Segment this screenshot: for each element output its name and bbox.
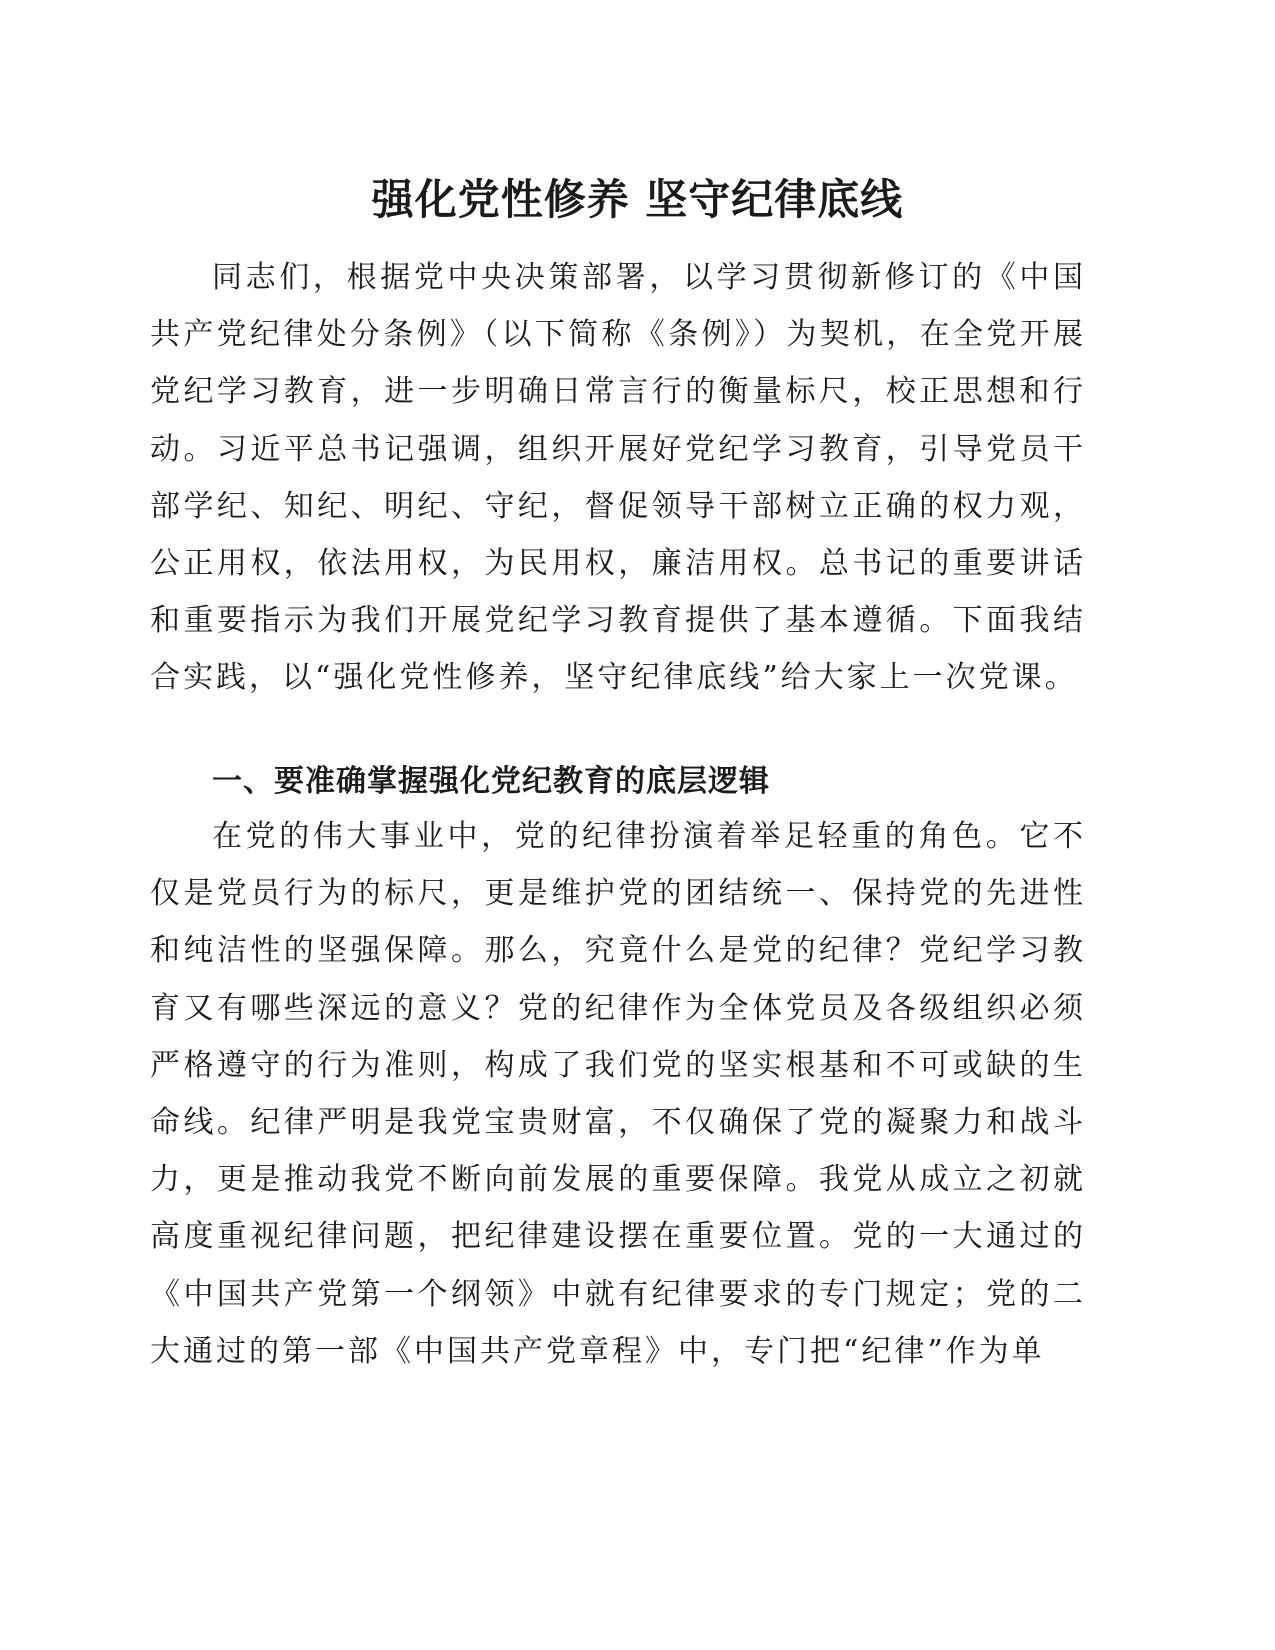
section-heading: 一、要准确掌握强化党纪教育的底层逻辑 — [212, 764, 770, 799]
section-paragraph: 在党的伟大事业中，党的纪律扮演着举足轻重的角色。它不仅是党员行为的标尺，更是维护党的团结统一、保持党的先进性和纯洁性的坚强保障。那么，究竟什么是党的纪律？党纪学习教育又有哪些深远的意义？党的纪律作为全体党员及各级组织必须严格遵守的行为准则，构成了我们党的坚实根基和不可或缺的生命线。纪律严明是我党宝贵财富，不仅确保了党的凝聚力和战斗力，更是推动我党不断向前发展的重要保障。我党从成立之初就高度重视纪律问题，把纪律建设摆在重要位置。党的一大通过的《中国共产党第一个纲领》中就有纪律要求的专门规定；党的二大通过的第一部《中国共产党章程》中，专门把“纪律”作为单 — [150, 819, 1086, 1369]
intro-paragraph: 同志们，根据党中央决策部署，以学习贯彻新修订的《中国共产党纪律处分条例》（以下简称《条例》）为契机，在全党开展党纪学习教育，进一步明确日常言行的衡量标尺，校正思想和行动。习近平总书记强调，组织开展好党纪学习教育，引导党员干部学纪、知纪、明纪、守纪，督促领导干部树立正确的权力观，公正用权，依法用权，为民用权，廉洁用权。总书记的重要讲话和重要指示为我们开展党纪学习教育提供了基本遵循。下面我结合实践，以“强化党性修养，坚守纪律底线”给大家上一次党课。 — [150, 260, 1086, 696]
document-title: 强化党性修养 坚守纪律底线 — [371, 175, 904, 224]
